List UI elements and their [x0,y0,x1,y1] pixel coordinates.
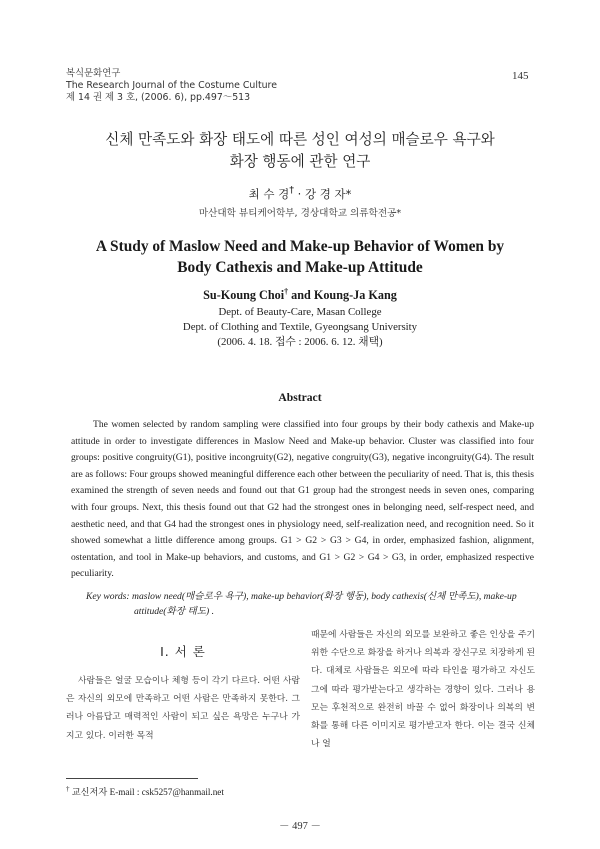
body-column-left [66,672,300,745]
intro-paragraph-right: 때문에 사람들은 자신의 외모를 보완하고 좋은 인상을 주기 위한 수단으로 화장을 하거나 의복과 장신구로 치장하게 된다. 대체로 사람들은 외모에 따라 타인을 평가하고 자신도 그에 따라 평가받는다고 생각하는 경향이 있다. 그러나 용모는 후천적으로 완전히 바꿀 수 없어 화장이나 의복의 변화를 통해 다른 이미지로 평가받고자 한다. 이는 결국 신체나 얼 [311,630,535,750]
abstract-heading: Abstract [278,391,322,404]
received-accepted-dates: (2006. 4. 18. 접수 : 2006. 6. 12. 채택) [217,336,383,348]
english-affiliation1: Dept. of Beauty-Care, Masan College [218,306,382,318]
footnote [66,784,224,798]
english-affiliation2: Dept. of Clothing and Textile, Gyeongsang University [182,321,418,333]
journal-english-name: The Research Journal of the Costume Culture [66,80,277,91]
section-heading-introduction: Ⅰ. 서 론 [160,644,206,659]
english-affiliations [0,305,600,350]
korean-title-line2: 화장 행동에 관한 연구 [229,153,371,170]
corresponding-dagger: † [289,185,295,196]
korean-title [0,129,600,173]
korean-authors [0,185,600,202]
korean-title-line1: 신체 만족도와 화장 태도에 따른 성인 여성의 매슬로우 욕구와 [105,131,495,148]
author-separator: · [294,186,305,201]
journal-korean-name: 복식문화연구 [66,68,121,79]
english-title-line1: A Study of Maslow Need and Make-up Behavior of Women by [95,238,505,255]
intro-paragraph-left: 사람들은 얼굴 모습이나 체형 등이 각기 다르다. 어떤 사람은 자신의 외모에 만족하고 어떤 사람은 만족하지 못한다. 그러나 아름답고 매력적인 사람이 되고 싶은 욕망은 누구나 가지고 있다. 이러한 목적 [66,676,300,741]
korean-affiliation: 마산대학 뷰티케어학부, 경상대학교 의류학전공* [198,208,402,219]
english-author1: Su-Koung Choi [203,288,285,303]
english-author2: Koung-Ja Kang [313,288,397,303]
english-authors [0,287,600,303]
abstract-body [71,417,534,583]
footnote-dagger: † [66,784,70,793]
keywords [86,589,532,619]
english-title [0,236,600,278]
keywords-line1: Key words: maslow need(매슬로우 욕구), make-up behavior(화장 행동), body cathexis(신체 만족도), make-up [86,591,517,602]
page-number-top: 145 [512,70,529,82]
korean-author2: 강 경 자* [305,186,352,201]
abstract-text: The women selected by random sampling were classified into four groups by their body cathexis and Make-up attitude in order to investigate differences in Maslow Need and Make-up behavior. Cluster was classified into four groups: positive congruity(G1), positive incongruity(G2), negative congruity(G3), negative incongruity(G4). The result are as follows: Four groups showed meaningful difference each other between the peculiarity of need. That is, this thesis examined the strength of seven needs and found out that G1 group had the strongest needs in seven ones, comparing with four groups. Next, this thesis found out that G2 had the strongest ones in belonging need, self-respect need, and aesthetic need, and that G4 had the strongest ones in physiology need, self-realization need, and recognition need. So it showed somewhat a little difference among groups. G1 > G2 > G3 > G4, in order, emphasized fashion, alignment, ostentation, and tool in Make-up behaviors, and customs, and G1 > G2 > G4 > G3, in order, emphasized respective peculiarity. [71,419,534,580]
english-corresponding-dagger: † [284,287,289,296]
body-column-right [311,626,535,753]
english-author-and: and [288,288,314,303]
footnote-divider [66,778,198,779]
english-title-line2: Body Cathexis and Make-up Attitude [177,259,423,276]
page-footer: － 497 － [279,821,321,832]
journal-issue: 제 14 권 제 3 호, (2006. 6), pp.497～513 [66,92,251,103]
korean-author1: 최 수 경 [248,186,290,201]
journal-header [66,68,277,104]
keywords-line2: attitude(화장 태도) . [134,606,214,617]
footnote-text: 교신저자 E-mail : csk5257@hanmail.net [69,787,224,797]
